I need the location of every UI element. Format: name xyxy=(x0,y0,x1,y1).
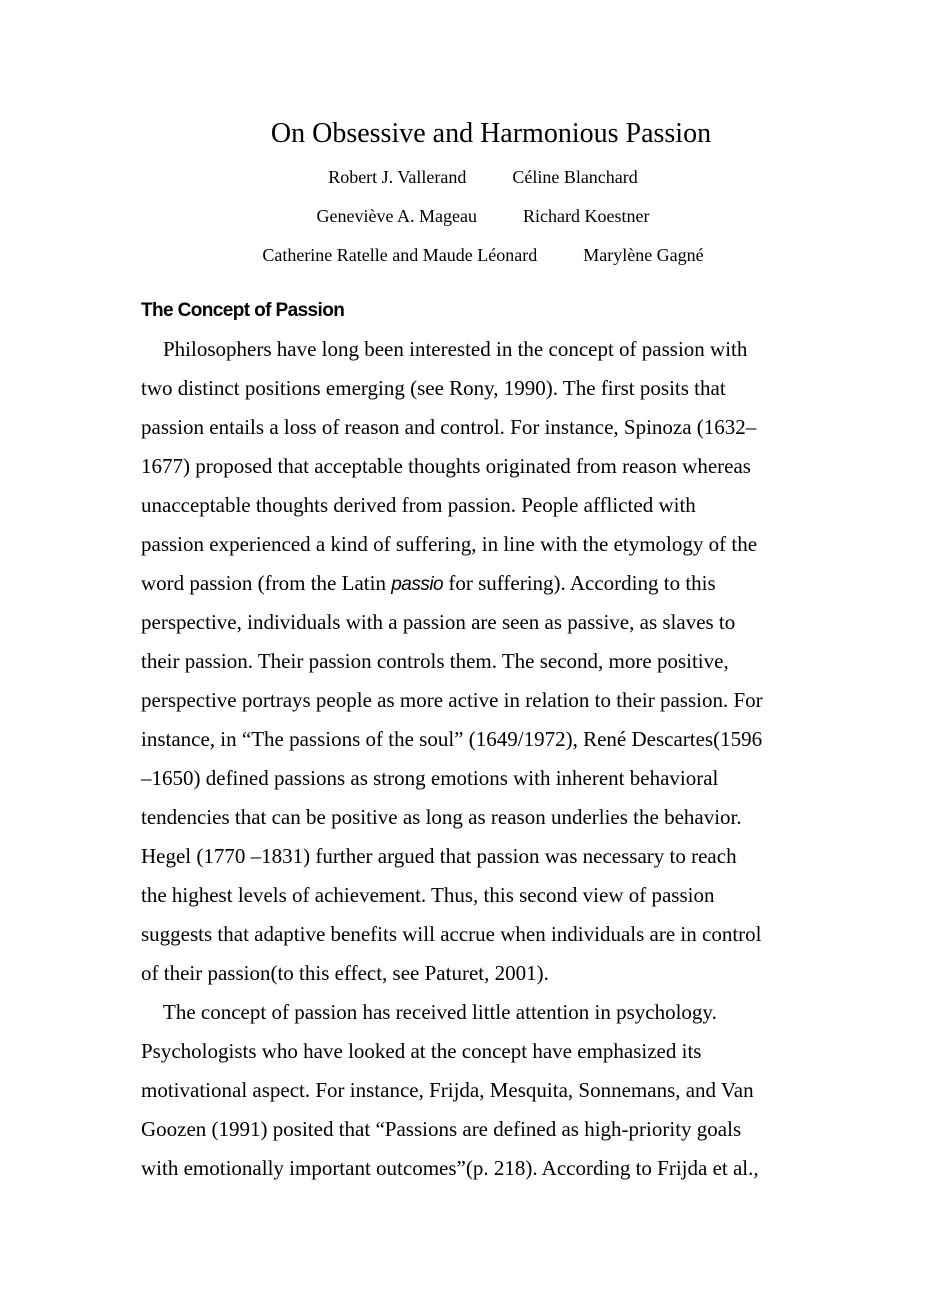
text-line: the highest levels of achievement. Thus, this second view of passion xyxy=(141,883,715,907)
text-line: with emotionally important outcomes”(p. 218). According to Frijda et al., xyxy=(141,1156,759,1180)
text-line: passion experienced a kind of suffering, in line with the etymology of the xyxy=(141,532,758,556)
text-line: Philosophers have long been interested in the concept of passion with xyxy=(163,337,748,361)
text-line: perspective portrays people as more active in relation to their passion. For xyxy=(141,688,763,712)
text-line: tendencies that can be positive as long as reason underlies the behavior. xyxy=(141,805,742,829)
text-line xyxy=(141,564,801,603)
section-heading: The Concept of Passion xyxy=(141,300,345,321)
author-name: Catherine Ratelle and Maude Léonard xyxy=(262,245,538,265)
text-line: Hegel (1770 –1831) further argued that passion was necessary to reach xyxy=(141,844,737,868)
text-line: unacceptable thoughts derived from passion. People afflicted with xyxy=(141,493,696,517)
author-name: Richard Koestner xyxy=(522,206,650,226)
text-line: 1677) proposed that acceptable thoughts originated from reason whereas xyxy=(141,454,751,478)
author-row xyxy=(0,204,926,228)
author-row xyxy=(0,165,926,189)
text-line: suggests that adaptive benefits will accrue when individuals are in control xyxy=(141,922,762,946)
paper-title: On Obsessive and Harmonious Passion xyxy=(270,118,712,149)
text-line: motivational aspect. For instance, Frijda, Mesquita, Sonnemans, and Van xyxy=(141,1078,754,1102)
author-name: Marylène Gagné xyxy=(583,245,704,265)
text-fragment: for suffering). According to this xyxy=(443,571,716,595)
text-line: The concept of passion has received little attention in psychology. xyxy=(163,1000,717,1024)
author-name: Céline Blanchard xyxy=(512,167,638,187)
text-line: their passion. Their passion controls them. The second, more positive, xyxy=(141,649,729,673)
text-line: passion entails a loss of reason and control. For instance, Spinoza (1632– xyxy=(141,415,757,439)
latin-term: passio xyxy=(391,574,444,595)
text-line: –1650) defined passions as strong emotions with inherent behavioral xyxy=(141,766,719,790)
author-name: Robert J. Vallerand xyxy=(328,167,467,187)
text-fragment: word passion (from the Latin xyxy=(141,571,392,595)
text-line: Psychologists who have looked at the concept have emphasized its xyxy=(141,1039,702,1063)
author-name: Geneviève A. Mageau xyxy=(316,206,477,226)
text-line: two distinct positions emerging (see Rony, 1990). The first posits that xyxy=(141,376,726,400)
text-line: Goozen (1991) posited that “Passions are defined as high-priority goals xyxy=(141,1117,742,1141)
text-line: of their passion(to this effect, see Paturet, 2001). xyxy=(141,961,549,985)
author-row xyxy=(0,243,926,267)
text-line: instance, in “The passions of the soul” (1649/1972), René Descartes(1596 xyxy=(141,727,763,751)
body-text xyxy=(141,330,801,1188)
text-line: perspective, individuals with a passion are seen as passive, as slaves to xyxy=(141,610,736,634)
